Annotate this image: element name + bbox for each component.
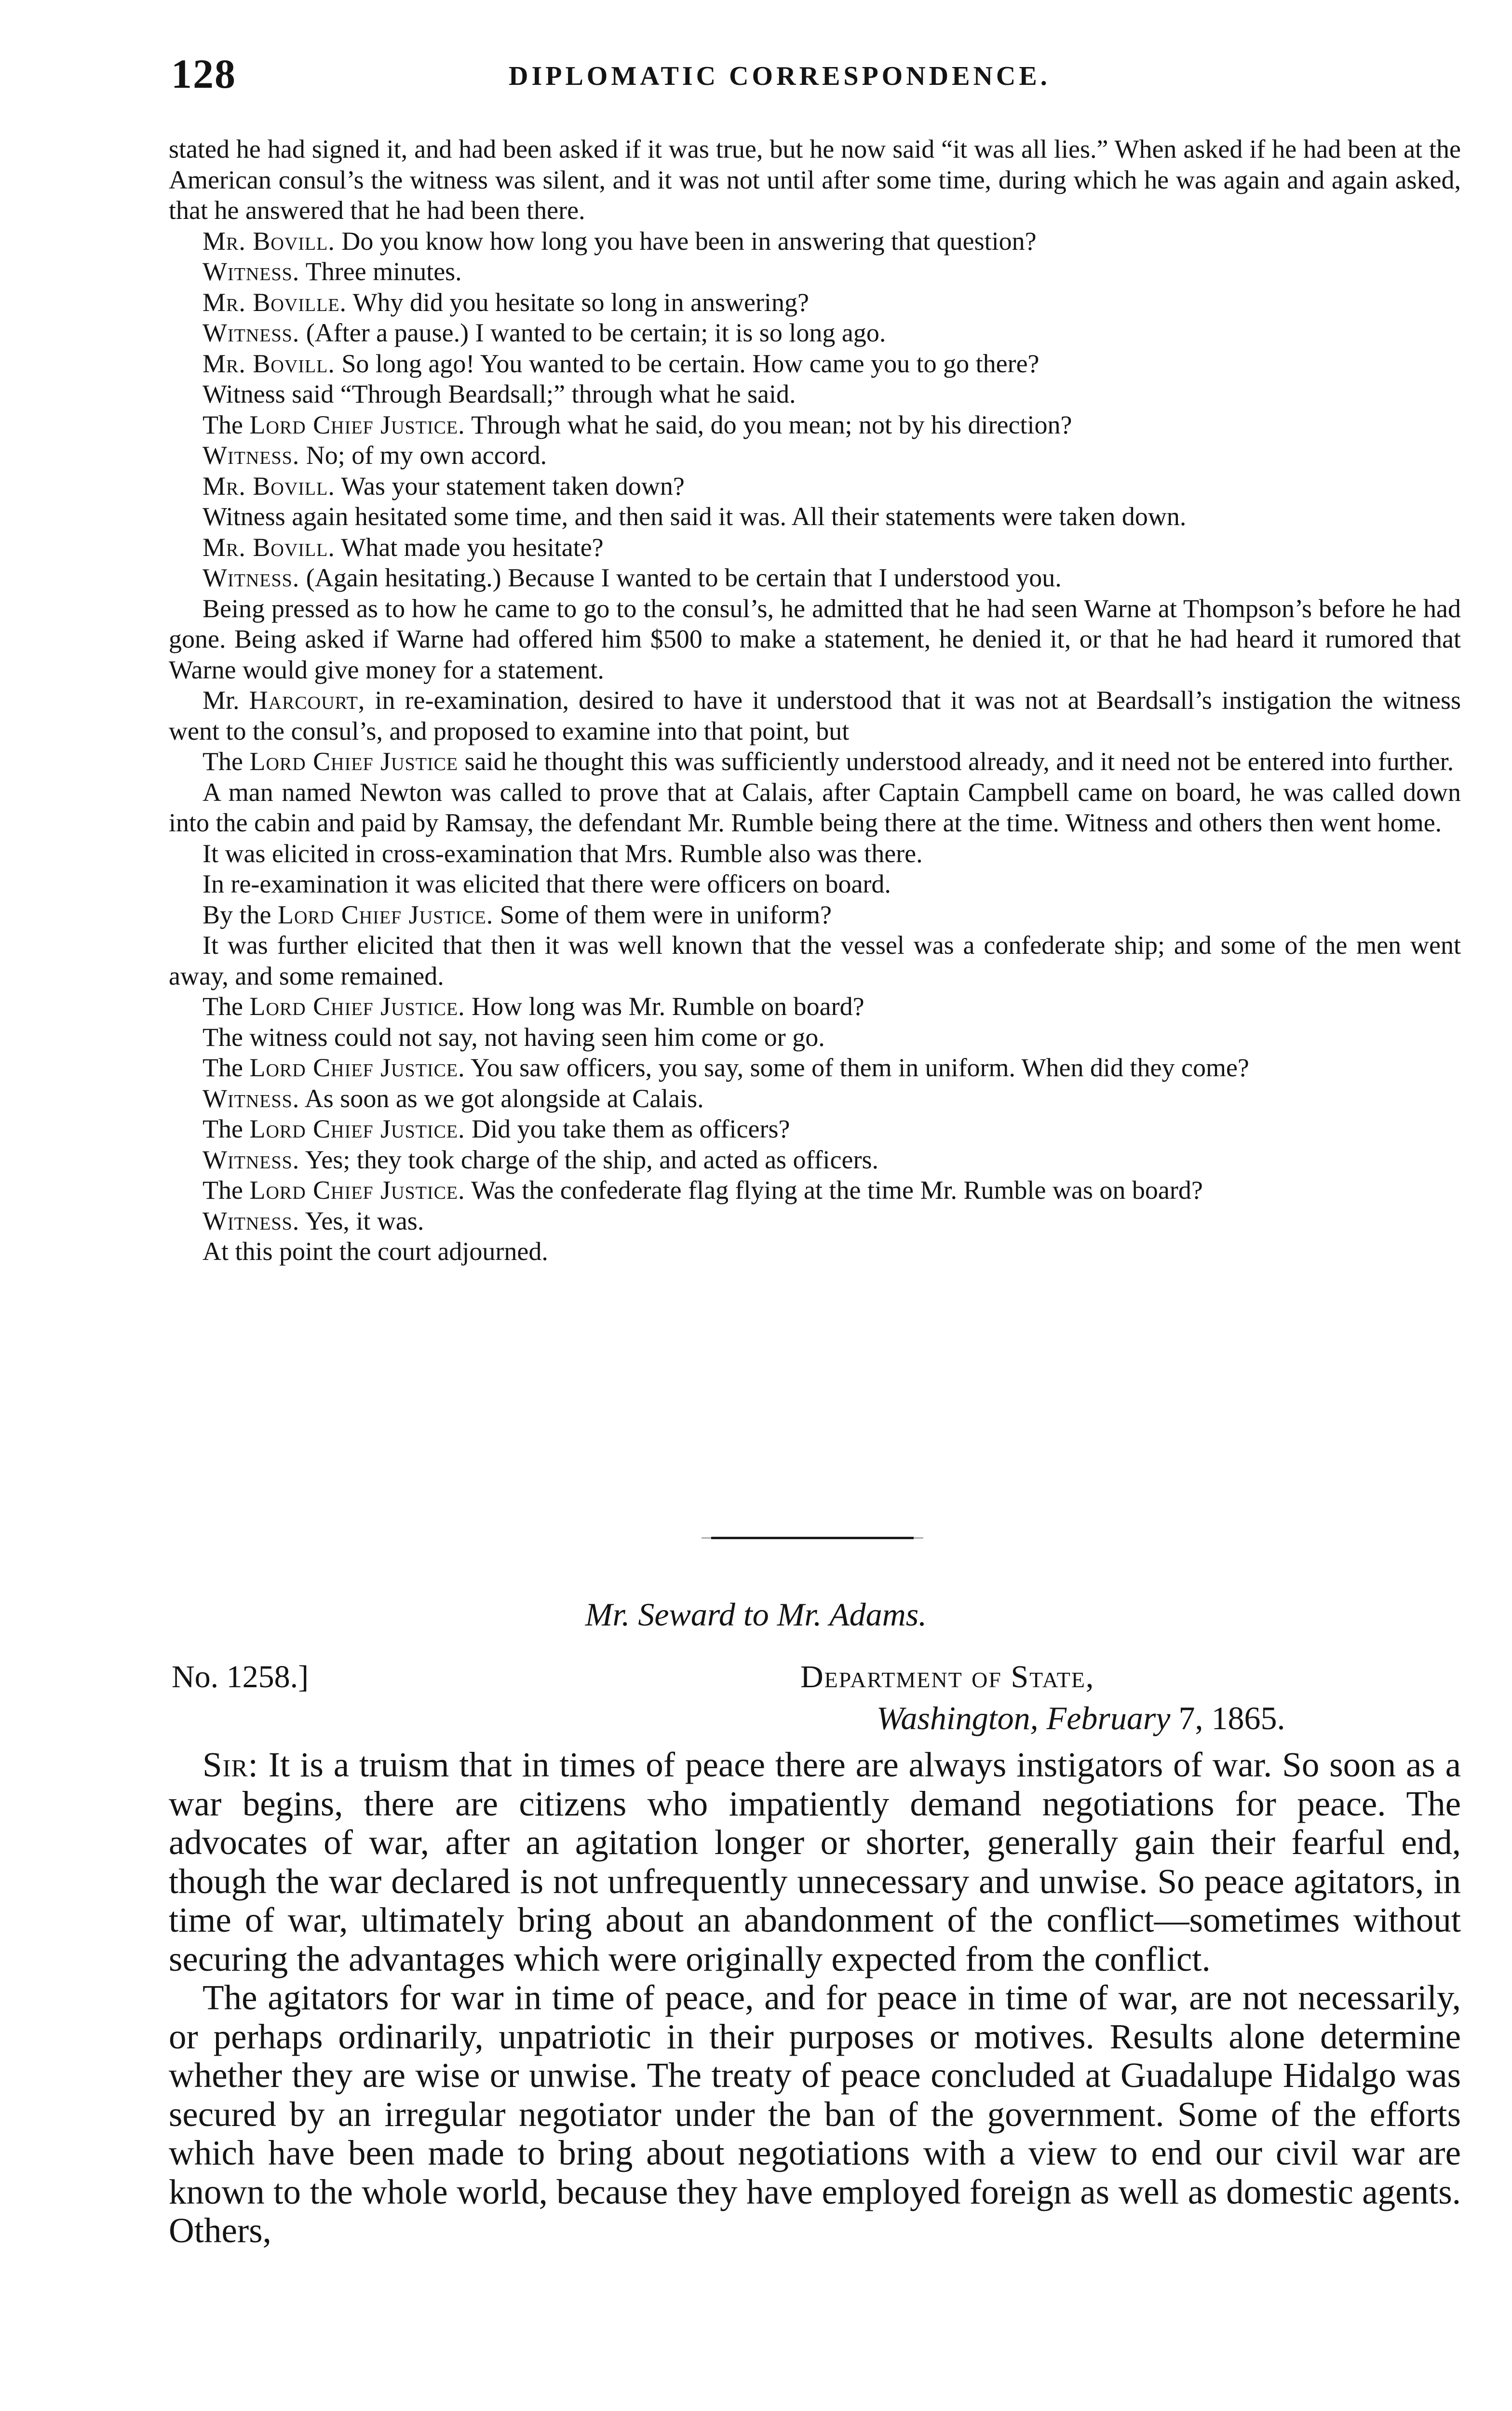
speaker: Harcourt, [249,686,365,715]
speech: Yes; they took charge of the ship, and acted as officers. [299,1145,878,1174]
testimony-section [169,134,1461,1267]
paragraph [169,318,1461,349]
speech: Three minutes. [299,257,462,286]
paragraph [169,563,1461,594]
running-head [171,47,1449,100]
speaker-prefix: The [202,747,250,776]
speaker: Lord Chief Justice. [278,900,494,929]
paragraph [169,257,1461,287]
paragraph: stated he had signed it, and had been asked if it was true, but he now said “it was all lies.” When asked if he had been at the American consul’s the witness was silent, and it was not until after some time, during which he was again and again asked, that he answered that he had been there. [169,135,1461,225]
speaker-prefix: The [202,1053,250,1082]
speech: Some of them were in uniform? [493,900,832,929]
place-date: Washington, February [877,1700,1171,1736]
speaker-prefix: By the [202,900,278,929]
paragraph: Witness said “Through Beardsall;” through what he said. [202,379,796,408]
paragraph: It was elicited in cross-examination that Mrs. Rumble also was there. [202,839,923,868]
speaker: Mr. Bovill. [202,471,335,501]
speaker: Witness. [202,563,300,592]
paragraph-text: It is a truism that in times of peace there are always instigators of war. So soon as a war begins, there are citizens who impatiently demand negotiations for peace. The advocates of war, after an agitation longer or shorter, generally gain their fearful end, though the war declared is not unfrequently unnecessary and unwise. So peace agitators, in time of war, ultimately bring about an abandonment of the conflict—sometimes without securing the advantages which were originally expected from the conflict. [169,1745,1461,1978]
speech: What made you hesitate? [335,532,604,562]
speaker: Lord Chief Justice. [249,1176,465,1205]
speaker-prefix: The [202,992,250,1021]
speech: Through what he said, do you mean; not by his direction? [465,410,1072,439]
speech: How long was Mr. Rumble on board? [465,992,864,1021]
speaker: Witness. [202,1206,300,1235]
paragraph: A man named Newton was called to prove that at Calais, after Captain Campbell came on board, he was called down into the cabin and paid by Ramsay, the defendant Mr. Rumble being there at the time. Witness and others then went home. [169,777,1461,837]
paragraph: The witness could not say, not having seen him come or go. [202,1022,825,1052]
speech: As soon as we got alongside at Calais. [299,1084,704,1113]
speaker: Mr. Bovill. [202,349,335,378]
paragraph [169,471,1461,502]
speaker: Mr. Bovill. [202,226,335,256]
speech: So long ago! You wanted to be certain. How came you to go there? [335,349,1040,378]
letter-heading: Mr. Seward to Mr. Adams. [585,1596,927,1633]
salutation: Sir: [202,1745,258,1784]
dateline [877,1699,1285,1737]
speaker: Lord Chief Justice. [249,1053,465,1082]
speaker-prefix: The [202,410,250,439]
paragraph [169,1175,1461,1206]
speaker: Witness. [202,318,300,347]
speech: Yes, it was. [299,1206,424,1235]
speaker: Lord Chief Justice. [249,410,465,439]
speaker: Witness. [202,1084,300,1113]
speech: Did you take them as officers? [465,1114,790,1143]
department-line: Department of State, [800,1659,1095,1694]
paragraph [169,226,1461,257]
paragraph [169,1114,1461,1145]
speech: in re-examination, desired to have it understood that it was not at Beardsall’s instigation the witness went to the consul’s, and proposed to examine into that point, but [169,686,1461,745]
speech: (Again hesitating.) Because I wanted to be certain that I understood you. [299,563,1062,592]
speaker-prefix: Mr. [202,686,249,715]
speaker: Lord Chief Justice. [249,992,465,1021]
paragraph: In re-examination it was elicited that there were officers on board. [202,869,891,898]
paragraph: It was further elicited that then it was well known that the vessel was a confederate ship; and some of the men went away, and some remained. [169,931,1461,990]
paragraph [169,900,1461,931]
speaker: Witness. [202,257,300,286]
speech: Do you know how long you have been in answering that question? [335,226,1037,256]
speaker: Lord Chief Justice [249,747,459,776]
speaker: Mr. Bovill. [202,532,335,562]
separator-thick-line [711,1537,914,1539]
paragraph [169,440,1461,471]
section-separator-rule [702,1536,923,1541]
speaker-prefix: The [202,1176,250,1205]
paragraph [169,746,1461,777]
speaker: Mr. Boville. [202,287,347,317]
speech: said he thought this was sufficiently understood already, and it need not be entered into further. [458,747,1454,776]
paragraph [169,1746,1461,1978]
speech: Was your statement taken down? [335,471,685,501]
paragraph [169,1206,1461,1237]
speaker: Witness. [202,1145,300,1174]
speaker: Lord Chief Justice. [249,1114,465,1143]
speech: You saw officers, you say, some of them in uniform. When did they come? [465,1053,1249,1082]
paragraph: Being pressed as to how he came to go to the consul’s, he admitted that he had seen Warne at Thompson’s before he had gone. Being asked if Warne had offered him $500 to make a statement, he denied it, or that he had heard it rumored that Warne would give money for a statement. [169,594,1461,684]
paragraph [169,287,1461,318]
paragraph: At this point the court adjourned. [202,1237,548,1266]
speaker: Witness. [202,441,300,470]
page-number: 128 [171,51,236,97]
paragraph [169,1053,1461,1084]
letter-body [169,1746,1461,2250]
paragraph: The agitators for war in time of peace, and for peace in time of war, are not necessarily, or perhaps ordinarily, unpatriotic in their purposes or motives. Results alone determine whether they are wise or unwise. The treaty of peace concluded at Guadalupe Hidalgo was secured by an irregular negotiator under the ban of the government. Some of the efforts which have been made to bring about negotiations with a view to end our civil war are known to the whole world, because they have employed foreign as well as domestic agents. Others, [169,1978,1461,2250]
letter-number: No. 1258.] [172,1659,309,1694]
paragraph [169,532,1461,563]
paragraph: Witness again hesitated some time, and then said it was. All their statements were taken down. [202,502,1187,531]
paragraph [169,991,1461,1022]
paragraph [169,410,1461,441]
paragraph [169,685,1461,746]
running-head-title: DIPLOMATIC CORRESPONDENCE. [509,61,1051,91]
speaker-prefix: The [202,1114,250,1143]
speech: Why did you hesitate so long in answering? [347,287,809,317]
date-day: 7, 1865. [1170,1700,1285,1736]
speech: (After a pause.) I wanted to be certain; it is so long ago. [299,318,886,347]
paragraph [169,1145,1461,1176]
paragraph [169,1084,1461,1114]
paragraph [169,349,1461,379]
speech: No; of my own accord. [299,441,547,470]
speech: Was the confederate flag flying at the time Mr. Rumble was on board? [465,1176,1203,1205]
